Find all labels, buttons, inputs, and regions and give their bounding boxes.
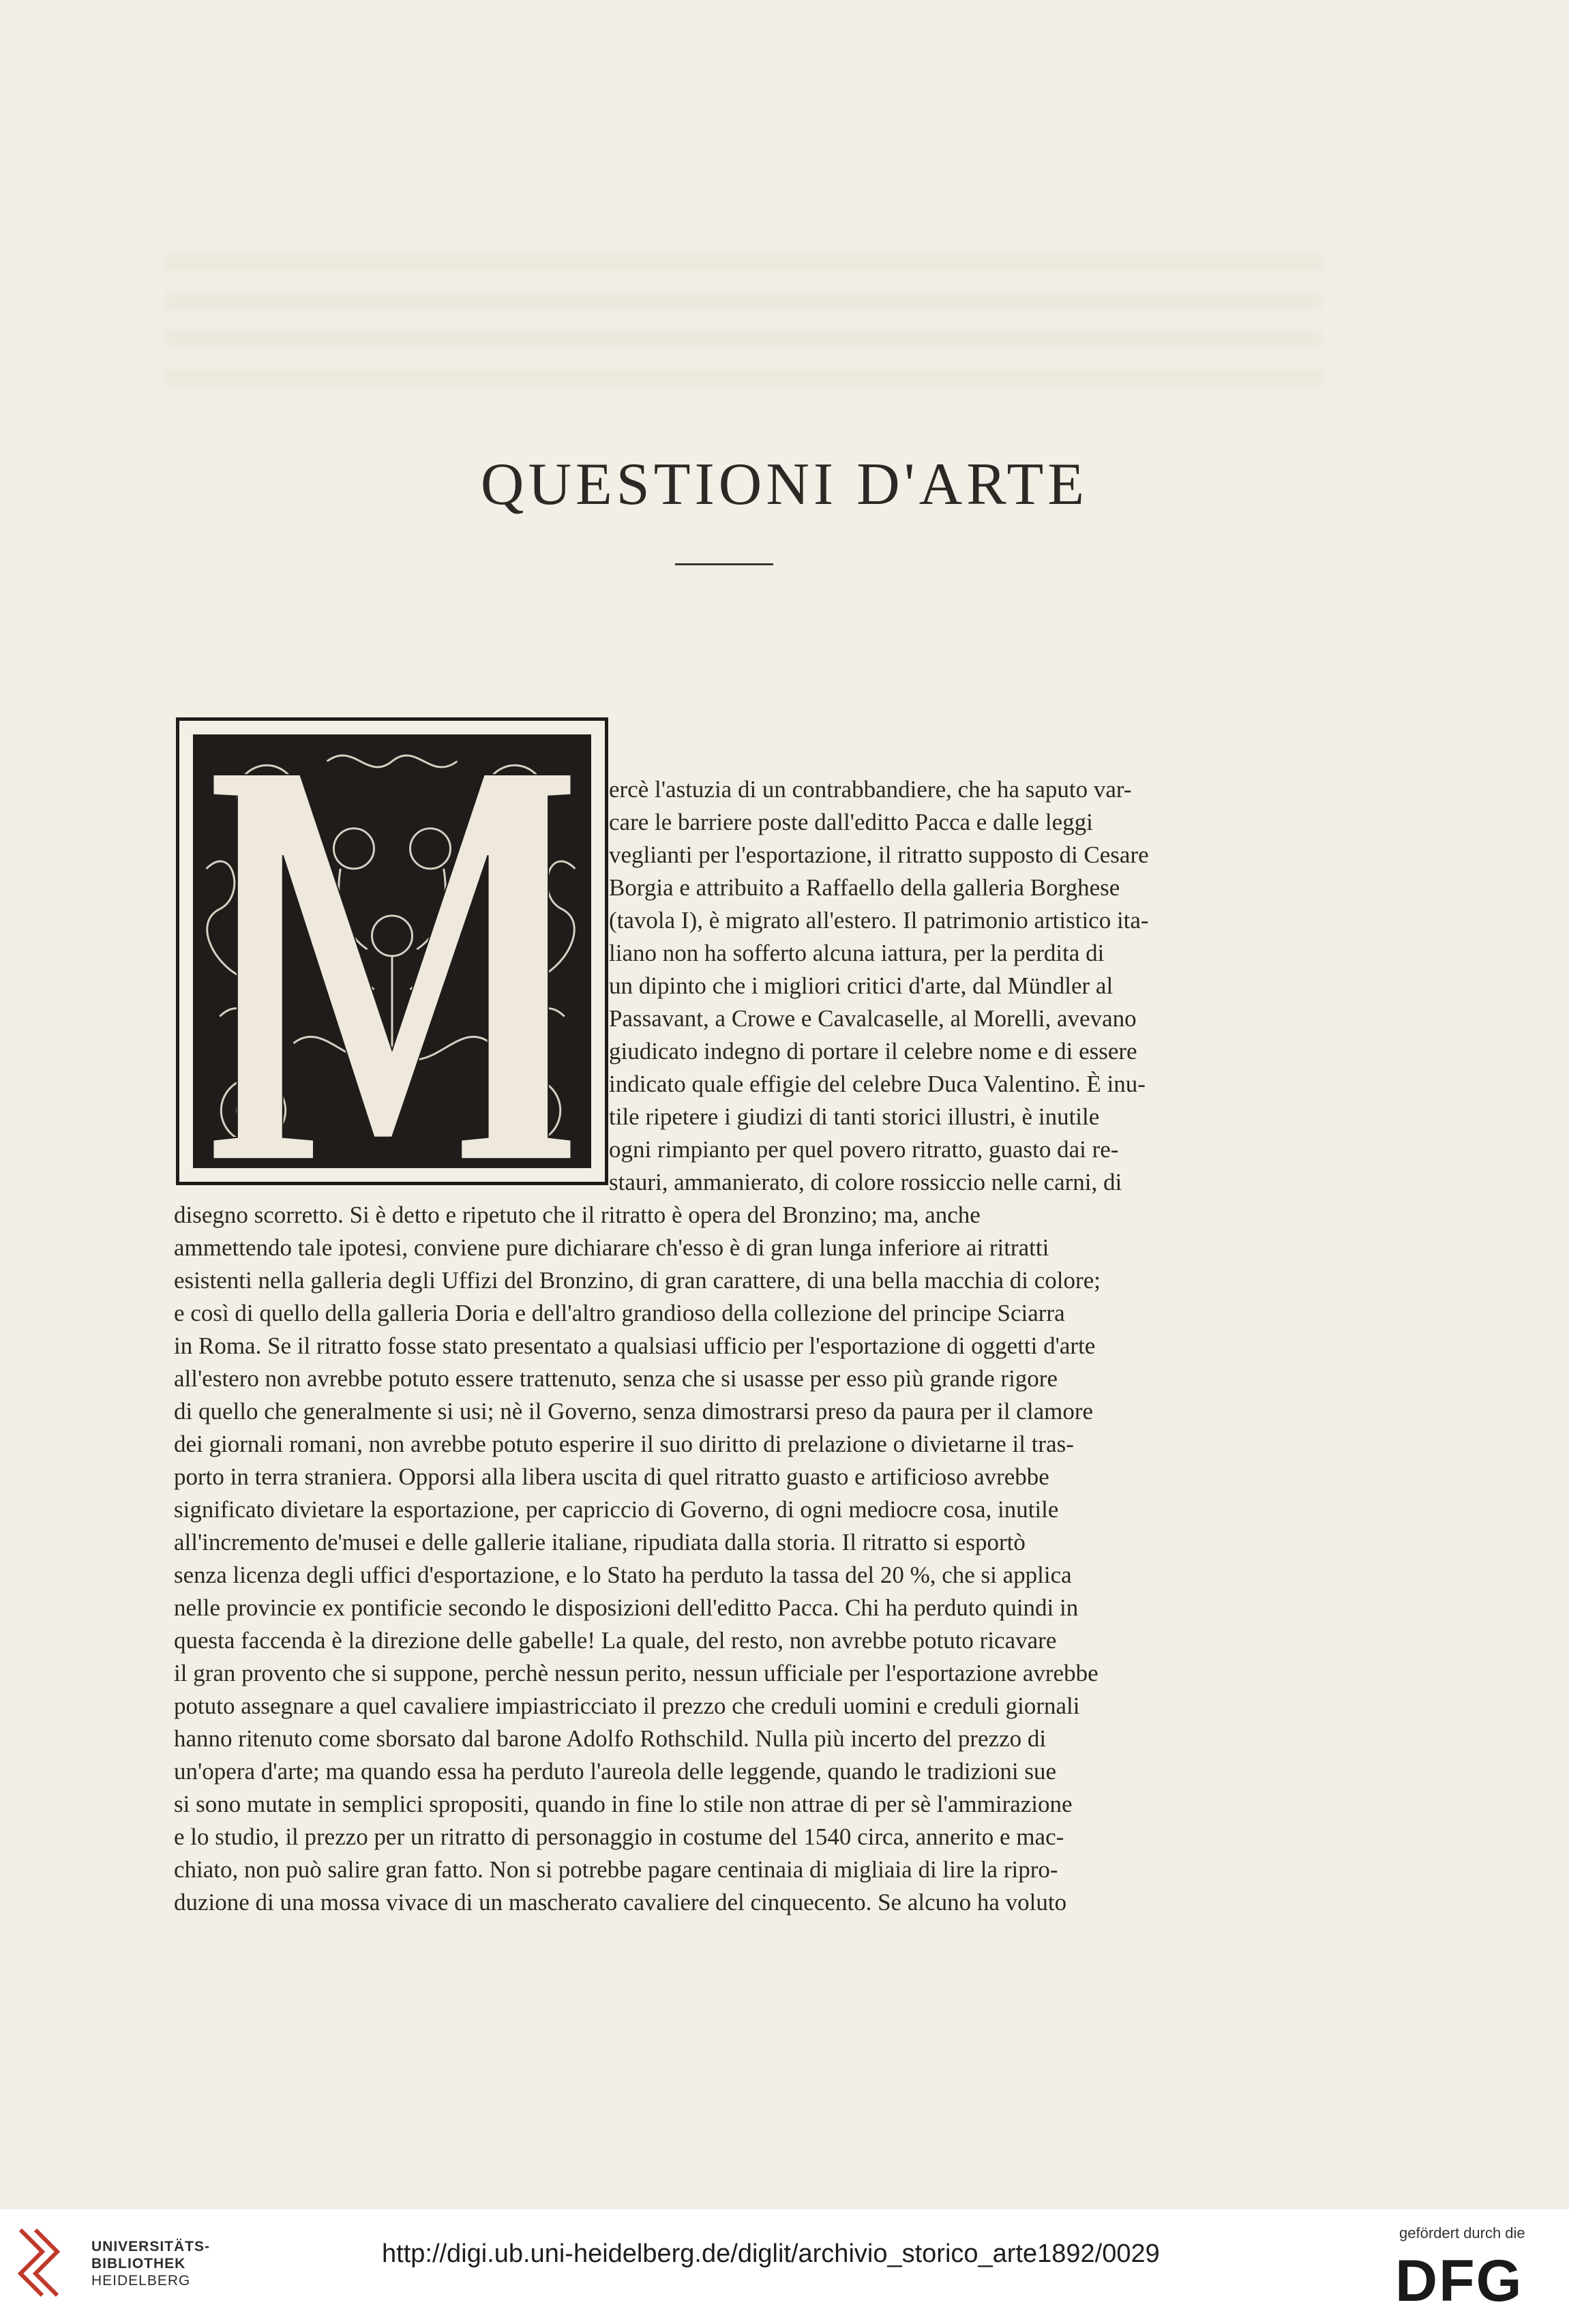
text-line: Passavant, a Crowe e Cavalcaselle, al Morelli, avevano <box>609 1005 1137 1032</box>
text-line: indicato quale effigie del celebre Duca Valentino. È inu- <box>609 1071 1146 1097</box>
text-line: in Roma. Se il ritratto fosse stato presentato a qualsiasi ufficio per l'esportazione di oggetti d'arte <box>174 1332 1096 1359</box>
dfg-logo: DFG <box>1395 2248 1523 2314</box>
text-line: dei giornali romani, non avrebbe potuto esperire il suo diritto di prelazione o divietarne il tras- <box>174 1431 1074 1457</box>
text-line: significato divietare la esportazione, per capriccio di Governo, di ogni mediocre cosa, inutile <box>174 1496 1059 1523</box>
text-line: nelle provincie ex pontificie secondo le disposizioni dell'editto Pacca. Chi ha perduto quindi in <box>174 1594 1079 1621</box>
text-line: di quello che generalmente si usi; nè il Governo, senza dimostrarsi preso da paura per il clamore <box>174 1398 1094 1425</box>
bleed-through-shadow <box>164 330 1323 348</box>
text-line: si sono mutate in semplici spropositi, quando in fine lo stile non attrae di per sè l'ammirazione <box>174 1791 1073 1817</box>
text-line: il gran provento che si suppone, perchè nessun perito, nessun ufficiale per l'esportazione avrebbe <box>174 1660 1099 1686</box>
title-rule <box>675 563 773 565</box>
text-line: care le barriere poste dall'editto Pacca e dalle leggi <box>609 809 1093 835</box>
permalink-url[interactable]: http://digi.ub.uni-heidelberg.de/diglit/archivio_storico_arte1892/0029 <box>382 2239 1160 2268</box>
text-line: giudicato indegno di portare il celebre nome e di essere <box>609 1038 1137 1064</box>
library-name <box>91 2238 210 2289</box>
text-line: un'opera d'arte; ma quando essa ha perduto l'aureola delle leggende, quando le tradizioni sue <box>174 1758 1056 1785</box>
text-line: all'estero non avrebbe potuto essere trattenuto, senza che si usasse per esso più grande rigore <box>174 1365 1058 1392</box>
text-line: (tavola I), è migrato all'estero. Il patrimonio artistico ita- <box>609 907 1149 934</box>
initial-letter-m <box>193 734 591 1168</box>
text-line: potuto assegnare a quel cavaliere impiastricciato il prezzo che creduli uomini e creduli giornali <box>174 1693 1080 1719</box>
funding-note: gefördert durch die <box>1399 2224 1525 2241</box>
text-line: all'incremento de'musei e delle gallerie italiane, ripudiata dalla storia. Il ritratto si esportò <box>174 1529 1026 1555</box>
article-title: QUESTIONI D'ARTE <box>480 451 1089 518</box>
bleed-through-shadow <box>164 292 1323 310</box>
text-line: questa faccenda è la direzione delle gabelle! La quale, del resto, non avrebbe potuto ricavare <box>174 1627 1057 1654</box>
text-line: porto in terra straniera. Opporsi alla libera uscita di quel ritratto guasto e artificioso avrebbe <box>174 1463 1049 1490</box>
text-line: tile ripetere i giudizi di tanti storici illustri, è inutile <box>609 1103 1100 1130</box>
heidelberg-library-logo-icon <box>15 2224 65 2305</box>
text-line: chiato, non può salire gran fatto. Non si potrebbe pagare centinaia di migliaia di lire la ripro- <box>174 1856 1058 1883</box>
bleed-through-shadow <box>164 368 1323 386</box>
text-line: esistenti nella galleria degli Uffizi del Bronzino, di gran carattere, di una bella macchia di colore; <box>174 1267 1101 1294</box>
decorated-initial-m <box>176 717 608 1185</box>
text-line: ammettendo tale ipotesi, conviene pure dichiarare ch'esso è di gran lunga inferiore ai ritratti <box>174 1234 1049 1261</box>
text-line: e lo studio, il prezzo per un ritratto di personaggio in costume del 1540 circa, annerito e mac- <box>174 1823 1064 1850</box>
text-line: senza licenza degli uffici d'esportazione, e lo Stato ha perduto la tassa del 20 %, che si applica <box>174 1562 1072 1588</box>
text-line: un dipinto che i migliori critici d'arte, dal Mündler al <box>609 972 1114 999</box>
library-name-line: BIBLIOTHEK <box>91 2256 186 2271</box>
text-line: liano non ha sofferto alcuna iattura, per la perdita di <box>609 940 1105 966</box>
library-name-line: UNIVERSITÄTS- <box>91 2239 211 2254</box>
text-line: hanno ritenuto come sborsato dal barone Adolfo Rothschild. Nulla più incerto del prezzo di <box>174 1725 1047 1752</box>
text-line: e così di quello della galleria Doria e dell'altro grandioso della collezione del principe Sciarra <box>174 1300 1065 1326</box>
library-name-line: HEIDELBERG <box>91 2273 191 2289</box>
text-line: disegno scorretto. Si è detto e ripetuto che il ritratto è opera del Bronzino; ma, anche <box>174 1202 981 1228</box>
text-line: ogni rimpianto per quel povero ritratto, guasto dai re- <box>609 1136 1119 1163</box>
text-line: duzione di una mossa vivace di un mascherato cavaliere del cinquecento. Se alcuno ha voluto <box>174 1889 1067 1916</box>
text-line: stauri, ammanierato, di colore rossiccio nelle carni, di <box>609 1169 1122 1195</box>
text-line: Borgia e attribuito a Raffaello della galleria Borghese <box>609 874 1120 901</box>
bleed-through-shadow <box>164 254 1323 271</box>
text-line: veglianti per l'esportazione, il ritratto supposto di Cesare <box>609 841 1149 868</box>
text-line: ercè l'astuzia di un contrabbandiere, che ha saputo var- <box>609 776 1132 803</box>
